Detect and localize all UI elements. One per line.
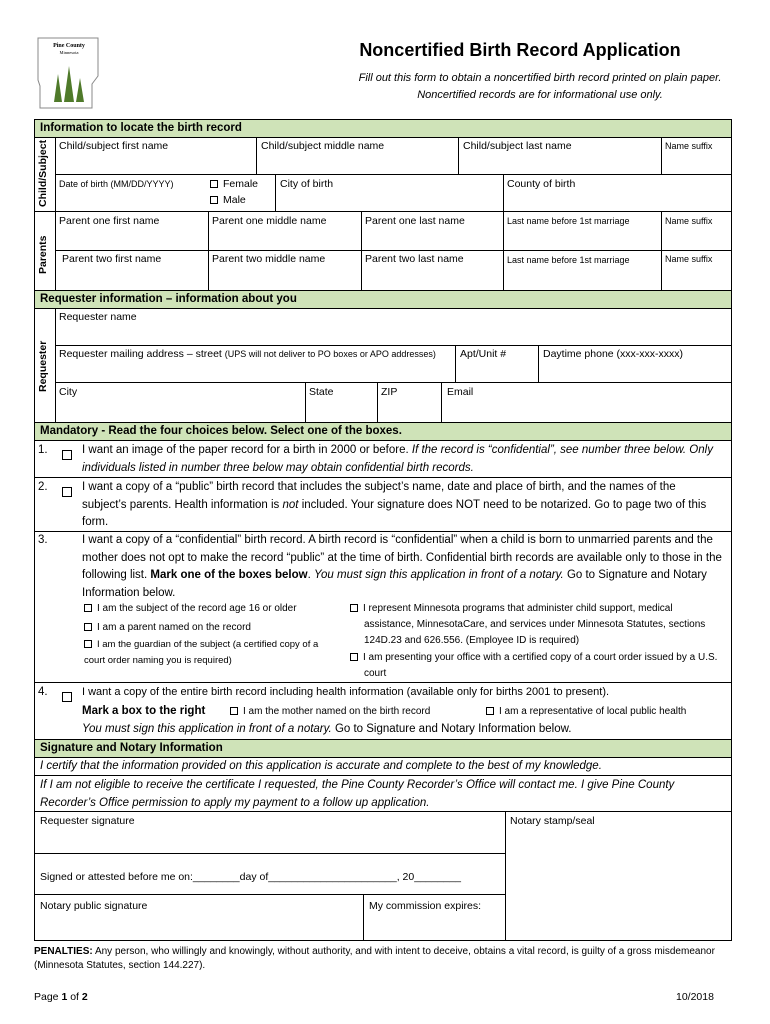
choice2-text: I want a copy of a “public” birth record that includes the subject’s name, date and place of birth, and the names of the subject’s parents. Health information is not included. Your signature does NOT need to be notarized. Go to page two of this form. xyxy=(82,481,707,528)
choice1-text: I want an image of the paper record for a birth in 2000 or before. If the record is “confidential”, see number three below. Only individuals listed in number three below may obtain confidential birth records. xyxy=(82,444,713,474)
signed-attested-line[interactable]: Signed or attested before me on:________day of______________________, 20________ xyxy=(40,871,461,883)
parent2-name-suffix-field[interactable]: Name suffix xyxy=(665,254,713,264)
section-requester-header: Requester information – information about you xyxy=(35,291,731,308)
page-subtitle: Fill out this form to obtain a noncertified birth record printed on plain paper. Noncertified records are for informational use only. xyxy=(358,72,722,101)
choice4-number: 4. xyxy=(38,686,48,698)
eligibility-statement: If I am not eligible to receive the certificate I requested, the Pine County Recorder’s Office will contact me. I give Pine County Recorder’s Office permission to apply my payment to a follow up application. xyxy=(40,779,675,809)
page-number: Page 1 of 2 xyxy=(34,991,88,1003)
choice1-checkbox[interactable] xyxy=(62,446,77,464)
choice3-text: I want a copy of a “confidential” birth record. A birth record is “confidential” when a child is born to unmarried parents and the mother does not opt to make the record “public” at the time of birth. Confidential birth records are available only to those in the following list. Mark one of the boxes below. You must sign this application in front of a notary. Go to Signature and Notary Information below. xyxy=(82,534,722,599)
apt-unit-field[interactable]: Apt/Unit # xyxy=(460,348,507,360)
child-last-name-field[interactable]: Child/subject last name xyxy=(463,140,572,152)
child-first-name-field[interactable]: Child/subject first name xyxy=(59,140,169,152)
state-field[interactable]: State xyxy=(309,386,334,398)
certify-statement: I certify that the information provided on this application is accurate and complete to the best of my knowledge. xyxy=(40,760,602,772)
city-of-birth-field[interactable]: City of birth xyxy=(280,178,334,190)
section-mandatory-header: Mandatory - Read the four choices below. Select one of the boxes. xyxy=(35,423,731,440)
child-name-suffix-field[interactable]: Name suffix xyxy=(665,141,713,151)
zip-field[interactable]: ZIP xyxy=(381,386,398,398)
choice2-checkbox[interactable] xyxy=(62,483,77,501)
choice4-checkbox[interactable] xyxy=(62,688,77,706)
section-locate-header: Information to locate the birth record xyxy=(35,120,731,137)
option-parent[interactable]: I am a parent named on the record xyxy=(84,620,344,636)
male-checkbox[interactable]: Male xyxy=(210,194,246,206)
choice3-number: 3. xyxy=(38,534,48,546)
commission-expires-field[interactable]: My commission expires: xyxy=(369,900,482,912)
female-checkbox[interactable]: Female xyxy=(210,178,258,190)
notary-public-signature-field[interactable]: Notary public signature xyxy=(40,900,148,912)
parent2-last-name-field[interactable]: Parent two last name xyxy=(365,253,464,265)
side-label-requester: Requester xyxy=(37,340,49,392)
side-label-parents: Parents xyxy=(37,235,49,274)
parent2-first-name-field[interactable]: Parent two first name xyxy=(62,253,162,265)
email-field[interactable]: Email xyxy=(447,386,474,398)
option-mn-programs[interactable]: I represent Minnesota programs that administer child support, medical assistance, MinnesotaCare, and services under Minnesota Statutes, sections 124D.23 and 626.556. (Employee ID is required) xyxy=(350,601,725,649)
revision-date: 10/2018 xyxy=(676,991,714,1003)
option-public-health[interactable]: I am a representative of local public health xyxy=(486,704,686,720)
county-of-birth-field[interactable]: County of birth xyxy=(507,178,576,190)
city-field[interactable]: City xyxy=(59,386,78,398)
parent2-middle-name-field[interactable]: Parent two middle name xyxy=(212,253,326,265)
option-subject[interactable]: I am the subject of the record age 16 or older xyxy=(84,601,344,617)
logo-line2: Minnesota xyxy=(59,50,79,55)
parent1-middle-name-field[interactable]: Parent one middle name xyxy=(212,215,327,227)
pine-county-logo xyxy=(36,36,102,110)
logo-line1: Pine County xyxy=(53,43,85,49)
choice4-notary-text: You must sign this application in front of a notary. Go to Signature and Notary Information below. xyxy=(82,723,572,735)
choice2-number: 2. xyxy=(38,481,48,493)
penalties-text: PENALTIES: Any person, who willingly and knowingly, without authority, and with intent to deceive, obtains a vital record, is guilty of a gross misdemeanor (Minnesota Statutes, section 144.227). xyxy=(34,946,715,971)
parent2-last-before-marriage-field[interactable]: Last name before 1st marriage xyxy=(507,255,630,265)
parent1-name-suffix-field[interactable]: Name suffix xyxy=(665,216,713,226)
option-guardian[interactable]: I am the guardian of the subject (a certified copy of a court order naming you is required) xyxy=(84,639,319,666)
requester-signature-field[interactable]: Requester signature xyxy=(40,815,135,827)
option-court-order[interactable]: I am presenting your office with a certified copy of a court order issued by a U.S. court xyxy=(350,650,725,682)
option-mother[interactable]: I am the mother named on the birth record xyxy=(230,704,430,720)
child-middle-name-field[interactable]: Child/subject middle name xyxy=(261,140,385,152)
requester-address-field[interactable]: Requester mailing address – street (UPS will not deliver to PO boxes or APO addresses) xyxy=(59,348,436,360)
parent1-last-before-marriage-field[interactable]: Last name before 1st marriage xyxy=(507,216,630,226)
page-title: Noncertified Birth Record Application xyxy=(359,40,681,60)
choice4-mark-label: Mark a box to the right xyxy=(82,705,206,717)
parent1-first-name-field[interactable]: Parent one first name xyxy=(59,215,160,227)
section-signature-header: Signature and Notary Information xyxy=(35,740,731,757)
choice4-text: I want a copy of the entire birth record including health information (available only for births 2001 to present). xyxy=(82,686,610,698)
side-label-child: Child/Subject xyxy=(37,139,49,207)
daytime-phone-field[interactable]: Daytime phone (xxx-xxx-xxxx) xyxy=(543,348,684,360)
choice1-number: 1. xyxy=(38,444,48,456)
requester-name-field[interactable]: Requester name xyxy=(59,311,137,323)
date-of-birth-field[interactable]: Date of birth (MM/DD/YYYY) xyxy=(59,179,174,189)
notary-stamp-field[interactable]: Notary stamp/seal xyxy=(510,815,595,827)
parent1-last-name-field[interactable]: Parent one last name xyxy=(365,215,465,227)
